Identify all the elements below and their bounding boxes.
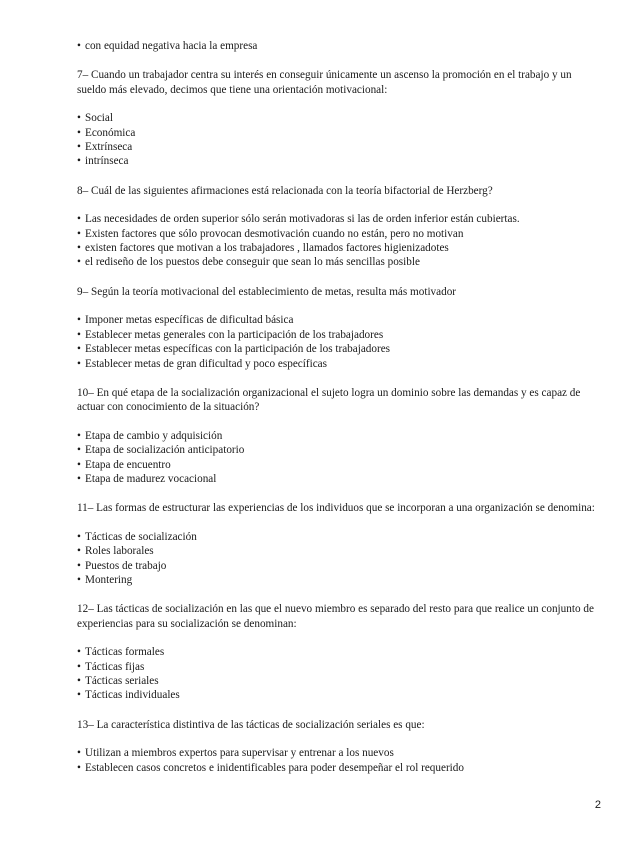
option-text: Tácticas seriales — [85, 675, 159, 687]
bullet-icon: • — [77, 242, 81, 255]
option-item — [77, 357, 597, 371]
question-text: 10– En qué etapa de la socialización organizacional el sujeto logra un dominio sobre las demandas y es capaz de actuar con conocimiento de la situación? — [77, 386, 581, 414]
option-item — [77, 342, 597, 356]
question-text: 8– Cuál de las siguientes afirmaciones está relacionada con la teoría bifactorial de Herzberg? — [77, 184, 493, 197]
option-text: Roles laborales — [85, 545, 154, 558]
option-text: Utilizan a miembros expertos para supervisar y entrenar a los nuevos — [85, 747, 394, 760]
bullet-icon: • — [77, 458, 81, 471]
option-item — [77, 241, 597, 255]
option-item — [77, 660, 597, 674]
page-content — [77, 39, 597, 790]
option-text: Establecer metas de gran dificultad y poco específicas — [85, 357, 327, 370]
option-item — [77, 328, 597, 342]
question-text: 11– Las formas de estructurar las experiencias de los individuos que se incorporan a una organización se denomina: — [77, 502, 595, 515]
question-text: 9– Según la teoría motivacional del establecimiento de metas, resulta más motivador — [77, 285, 457, 298]
option-text: Establecen casos concretos e inidentificables para poder desempeñar el rol requerido — [85, 761, 464, 774]
option-text: intrínseca — [85, 155, 129, 168]
bullet-icon: • — [77, 573, 81, 586]
option-item — [77, 255, 597, 269]
option-item — [77, 544, 597, 558]
option-text: Tácticas fijas — [85, 660, 145, 673]
option-list — [77, 746, 597, 775]
option-item — [77, 559, 597, 573]
bullet-icon: • — [77, 429, 81, 442]
bullet-icon: • — [77, 530, 81, 543]
option-list — [77, 313, 597, 371]
option-text: Etapa de encuentro — [85, 458, 171, 471]
lead-option — [77, 39, 597, 53]
bullet-icon: • — [77, 689, 81, 702]
option-text: Económica — [85, 126, 136, 139]
bullet-icon: • — [77, 646, 81, 659]
option-text: Etapa de madurez vocacional — [85, 472, 217, 485]
option-text: Existen factores que sólo provocan desmotivación cuando no están, pero no motivan — [85, 227, 464, 240]
bullet-icon: • — [77, 314, 81, 327]
question-text: 13– La característica distintiva de las tácticas de socialización seriales es que: — [77, 718, 425, 731]
option-item — [77, 472, 597, 486]
question-11 — [77, 501, 597, 587]
option-text: Tácticas individuales — [85, 689, 180, 702]
option-item — [77, 227, 597, 241]
question-text: 7– Cuando un trabajador centra su interés en conseguir únicamente un ascenso la promoción en el trabajo y un sueldo más elevado, decimos que tiene una orientación motivacional: — [77, 69, 572, 96]
bullet-icon: • — [77, 227, 81, 240]
question-12 — [77, 602, 597, 702]
bullet-icon: • — [77, 155, 81, 168]
option-text: Tácticas de socialización — [85, 530, 197, 543]
lead-option-list — [77, 39, 597, 53]
bullet-icon: • — [77, 545, 81, 558]
bullet-icon: • — [77, 660, 81, 673]
option-list — [77, 429, 597, 487]
bullet-icon: • — [77, 343, 81, 356]
option-item — [77, 126, 597, 140]
bullet-icon: • — [77, 112, 81, 125]
option-text: con equidad negativa hacia la empresa — [85, 40, 258, 52]
option-list — [77, 645, 597, 703]
option-item — [77, 111, 597, 125]
option-text: Social — [85, 112, 113, 125]
option-text: Establecer metas específicas con la participación de los trabajadores — [85, 343, 391, 356]
option-item — [77, 688, 597, 702]
option-text: el rediseño de los puestos debe conseguir que sean lo más sencillas posible — [85, 256, 420, 269]
option-text: Establecer metas generales con la participación de los trabajadores — [85, 328, 384, 341]
question-13 — [77, 718, 597, 775]
question-text: 12– Las tácticas de socialización en las que el nuevo miembro es separado del resto para que realice un conjunto de experiencias para su socialización se denominan: — [77, 603, 594, 630]
question-10 — [77, 386, 597, 486]
option-text: Puestos de trabajo — [85, 559, 167, 572]
question-9 — [77, 285, 597, 371]
option-item — [77, 443, 597, 457]
question-8 — [77, 184, 597, 270]
option-item — [77, 645, 597, 659]
option-text: Extrínseca — [85, 141, 133, 154]
option-item — [77, 154, 597, 168]
option-item — [77, 761, 597, 775]
option-item — [77, 140, 597, 154]
option-list — [77, 212, 597, 270]
question-7 — [77, 68, 597, 168]
bullet-icon: • — [77, 472, 81, 485]
option-text: existen factores que motivan a los trabajadores , llamados factores higienizadotes — [85, 242, 449, 255]
bullet-icon: • — [77, 328, 81, 341]
bullet-icon: • — [77, 761, 81, 774]
bullet-icon: • — [77, 747, 81, 760]
option-item — [77, 429, 597, 443]
bullet-icon: • — [77, 559, 81, 572]
option-item — [77, 530, 597, 544]
option-item — [77, 674, 597, 688]
bullet-icon: • — [77, 256, 81, 269]
bullet-icon: • — [77, 141, 81, 154]
option-text: Etapa de cambio y adquisición — [85, 429, 223, 442]
option-text: Montering — [85, 573, 133, 586]
bullet-icon: • — [77, 40, 81, 52]
bullet-icon: • — [77, 444, 81, 457]
option-text: Las necesidades de orden superior sólo serán motivadoras si las de orden inferior están cubiertas. — [85, 213, 520, 226]
option-item — [77, 313, 597, 327]
option-item — [77, 212, 597, 226]
bullet-icon: • — [77, 126, 81, 139]
page-number: 2 — [594, 799, 601, 811]
option-item — [77, 458, 597, 472]
bullet-icon: • — [77, 213, 81, 226]
option-item — [77, 746, 597, 760]
option-text: Etapa de socialización anticipatorio — [85, 444, 245, 457]
option-list — [77, 530, 597, 588]
option-text: Tácticas formales — [85, 646, 165, 659]
bullet-icon: • — [77, 675, 81, 687]
bullet-icon: • — [77, 357, 81, 370]
option-item — [77, 573, 597, 587]
option-list — [77, 111, 597, 169]
option-text: Imponer metas específicas de dificultad básica — [85, 314, 294, 327]
